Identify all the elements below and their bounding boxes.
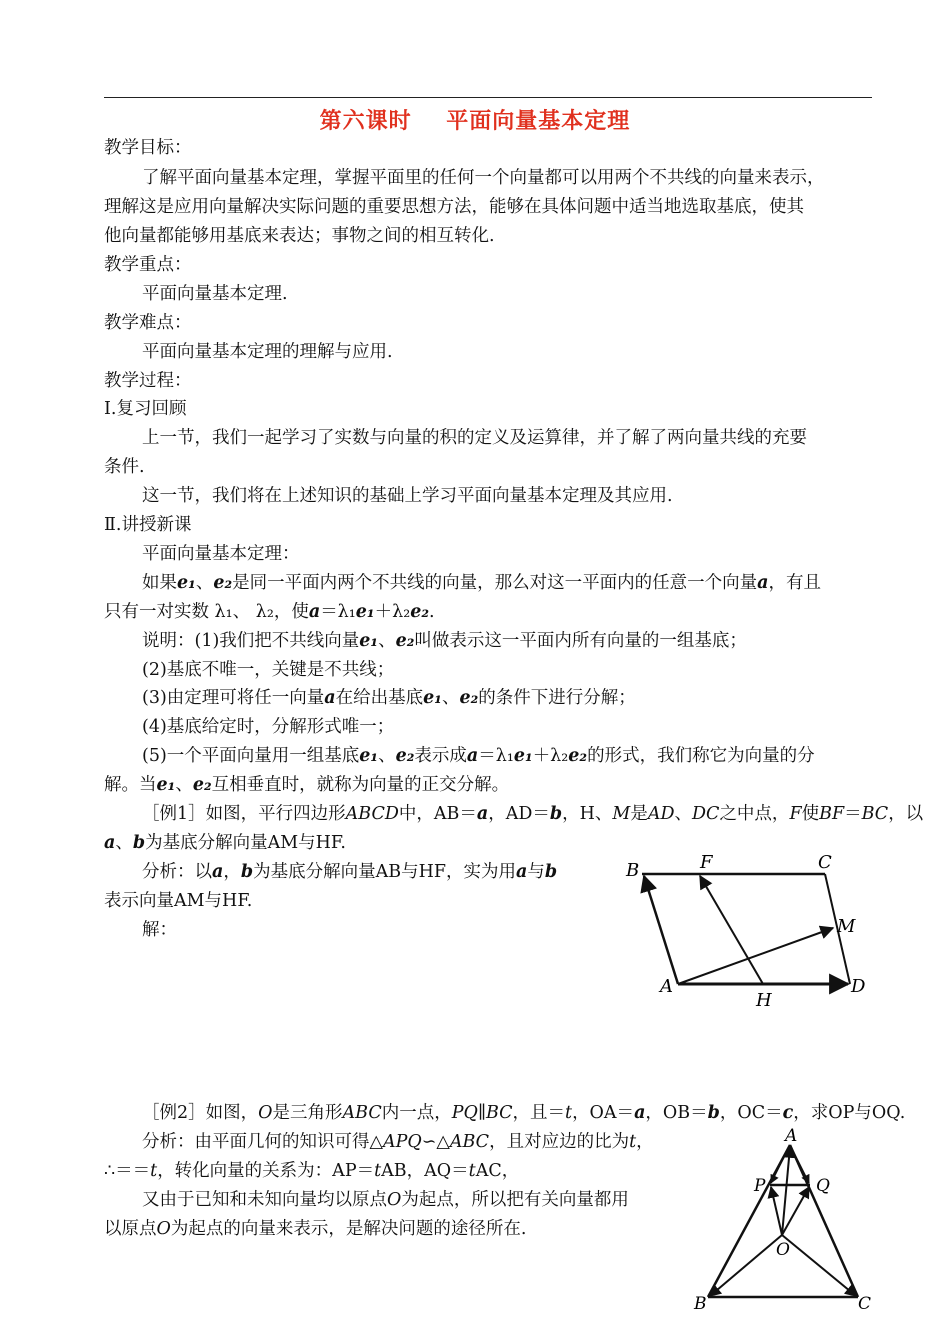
vector-a: a [757,573,769,593]
theorem-text: ，有且 [768,573,821,593]
label-c: C [858,1294,872,1314]
note-text: 叫做表示这一平面内所有向量的一组基底； [414,631,747,651]
label-abc: ABC [449,1132,490,1152]
example-text: ［例2］如图， [142,1103,259,1123]
label-d: D [851,976,866,997]
vector-aq [790,1145,809,1183]
vector-c: c [782,1103,794,1123]
vector-ab [644,876,678,984]
vector-e2: e₂ [459,688,479,708]
separator: 、 [175,775,193,795]
label-m: M [612,804,631,824]
note-text: 的条件下进行分解； [478,688,636,708]
label-p: P [754,1176,766,1196]
label-b: B [694,1294,707,1314]
difficulty-text: 平面向量基本定理的理解与应用. [142,342,393,362]
analysis-text: ∴＝＝ [104,1161,151,1181]
label-bc: BC [485,1103,513,1123]
example-text: 内一点， [381,1103,452,1123]
note-text: 的形式，我们称它为向量的分 [587,746,815,766]
segment-ab [708,1145,790,1297]
vector-e1: e₁ [359,746,379,766]
note-2: (2)基底不唯一，关键是不共线； [142,660,395,680]
theorem-text: 如果 [142,573,177,593]
vector-b: b [707,1103,720,1123]
separator: 、 [378,746,396,766]
label-m: M [837,916,856,937]
example-text: 、 [674,804,693,824]
difficulty-heading: 教学难点： [104,313,192,333]
example-text: ，OA＝ [572,1103,635,1123]
analysis-text: AC， [475,1161,520,1181]
separator: 、 [378,631,396,651]
example-text: ，AD＝ [488,804,550,824]
vector-e2: e₂ [192,775,212,795]
vector-b: b [132,833,146,853]
example-text: 中，AB＝ [398,804,477,824]
vector-e2: e₂ [213,573,233,593]
vector-a: a [634,1103,646,1123]
example2-para-2 [104,1217,526,1241]
label-t: t [150,1161,158,1181]
vector-a: a [212,862,224,882]
analysis-text: 为起点的向量来表示，是解决问题的途径所在. [170,1219,527,1239]
label-a: A [785,1126,798,1146]
label-t: t [565,1103,573,1123]
note-3 [142,686,636,710]
theorem-line-2 [104,600,435,624]
note-text: 解。当 [104,775,157,795]
example1-solution: 解： [142,920,177,940]
analysis-text: ，转化向量的关系为：AP＝ [157,1161,375,1181]
vector-ob [710,1235,782,1296]
note-6 [104,773,509,797]
label-f: F [700,852,713,873]
label-abcd: ABCD [345,804,399,824]
section2-heading: Ⅱ.讲授新课 [104,515,192,535]
vector-e2: e₂ [568,746,588,766]
page-title: 第六课时 平面向量基本定理 [319,109,631,134]
analysis-text: ∽△ [421,1132,450,1152]
example-text: ，OB＝ [645,1103,708,1123]
label-pq: PQ [451,1103,478,1123]
label-t: t [374,1161,382,1181]
theorem-line-1 [142,571,821,595]
analysis-text: 分析：由平面几何的知识可得△ [142,1132,383,1152]
label-o: O [258,1103,273,1123]
example2-para-1 [142,1188,629,1212]
example-text: ，求OP与OQ. [793,1103,906,1123]
label-c: C [818,852,832,873]
vector-am [678,928,833,984]
vector-b: b [549,804,563,824]
example-text: ，OC＝ [719,1103,783,1123]
example-text: 为基底分解向量AM与HF. [145,833,346,853]
review-line-2: 条件. [104,457,145,477]
theorem-heading: 平面向量基本定理： [142,544,300,564]
example1-line-1 [142,802,923,826]
analysis-text: 以原点 [104,1219,157,1239]
label-t: t [468,1161,476,1181]
example-text: ［例1］如图，平行四边形 [142,804,346,824]
vector-a: a [516,862,528,882]
vector-e1: e₁ [513,746,533,766]
vector-e2: e₂ [395,746,415,766]
example-text: ，且＝ [512,1103,566,1123]
example1-analysis-2: 表示向量AM与HF. [104,891,253,911]
key-heading: 教学重点： [104,255,192,275]
example1-line-2 [104,831,346,855]
parallelogram-figure [620,850,870,1010]
example-text: 是 [630,804,648,824]
vector-e2: e₂ [395,631,415,651]
analysis-text: 与 [527,862,545,882]
equation-part: ＋λ₂ [532,746,569,766]
example2-therefore [104,1159,519,1183]
example-text: ＝ [844,804,862,824]
vector-a: a [476,804,489,824]
example2-line-1 [142,1101,905,1125]
note-text: (5)一个平面向量用一组基底 [142,746,360,766]
vector-e1: e₁ [359,631,379,651]
vector-a: a [104,833,116,853]
equation-part: ＝λ₁ [478,746,514,766]
objective-line-1: 了解平面向量基本定理，掌握平面里的任何一个向量都可以用两个不共线的向量来表示， [142,168,825,188]
label-o: O [156,1219,171,1239]
example-text: 之中点， [719,804,790,824]
label-o: O [776,1240,790,1260]
note-text: (3)由定理可将任一向量 [142,688,325,708]
label-f: F [789,804,802,824]
objective-heading: 教学目标： [104,138,192,158]
label-abc: ABC [342,1103,382,1123]
theorem-text: 只有一对实数 λ₁、 λ₂，使 [104,602,309,622]
analysis-text: 又由于已知和未知向量均以原点 [142,1190,387,1210]
vector-b: b [544,862,558,882]
vector-hf [700,876,763,984]
analysis-text: 为基底分解向量AB与HF，实为用 [253,862,516,882]
vector-e1: e₁ [156,775,176,795]
example-text: 使 [801,804,820,824]
vector-e1: e₁ [355,602,375,622]
note-1 [142,629,747,653]
equation-part: ＋λ₂ [374,602,411,622]
label-ad: AD [647,804,675,824]
review-line-3: 这一节，我们将在上述知识的基础上学习平面向量基本定理及其应用. [142,486,673,506]
analysis-text: 为起点，所以把有关向量都用 [401,1190,629,1210]
note-text: 互相垂直时，就称为向量的正交分解。 [211,775,510,795]
note-4: (4)基底给定时，分解形式唯一； [142,717,395,737]
segment-ac [790,1145,858,1297]
vector-a: a [308,602,321,622]
equation-part: . [429,602,435,622]
label-o: O [387,1190,402,1210]
vector-a: a [466,746,479,766]
vector-e1: e₁ [177,573,196,593]
note-text: 表示成 [414,746,467,766]
label-bf: BF [819,804,845,824]
analysis-text: ， [223,862,241,882]
equation-part: ＝λ₁ [320,602,356,622]
objective-line-2: 理解这是应用向量解决实际问题的重要思想方法，能够在具体问题中适当地选取基底，使其 [104,197,804,217]
analysis-text: 分析：以 [142,862,212,882]
analysis-text: AB，AQ＝ [381,1161,469,1181]
vector-a: a [324,688,336,708]
label-bc: BC [861,804,889,824]
example-text: ∥ [477,1103,486,1123]
label-dc: DC [692,804,720,824]
label-a: A [660,976,673,997]
note-text: 在给出基底 [335,688,424,708]
key-text: 平面向量基本定理. [142,284,288,304]
objective-line-3: 他向量都能够用基底来表达；事物之间的相互转化. [104,226,495,246]
review-line-1: 上一节，我们一起学习了实数与向量的积的定义及运算律，并了解了两向量共线的充要 [142,428,807,448]
vector-e1: e₁ [423,688,442,708]
note-5 [142,744,815,768]
process-heading: 教学过程： [104,371,192,391]
analysis-text: ， [636,1132,654,1152]
triangle-figure [690,1125,880,1315]
section1-heading: Ⅰ.复习回顾 [104,399,187,419]
theorem-text: 是同一平面内两个不共线的向量，那么对这一平面内的任意一个向量 [232,573,758,593]
vector-op [771,1187,782,1235]
label-apq: APQ [382,1132,422,1152]
label-b: B [626,860,640,881]
label-t: t [629,1132,637,1152]
separator: 、 [441,688,460,708]
top-rule [104,97,872,98]
label-h: H [756,990,772,1010]
analysis-text: ，且对应边的比为 [489,1132,630,1152]
example-text: ，H、 [562,804,613,824]
note-text: 说明：(1)我们把不共线向量 [142,631,360,651]
separator: 、 [195,573,214,593]
vector-b: b [240,862,254,882]
example1-analysis-1 [142,860,557,884]
example-text: 是三角形 [272,1103,343,1123]
label-q: Q [816,1176,830,1196]
vector-e2: e₂ [410,602,430,622]
example-text: 、 [115,833,133,853]
example2-analysis-1 [142,1130,654,1154]
example-text: ，以 [888,804,924,824]
